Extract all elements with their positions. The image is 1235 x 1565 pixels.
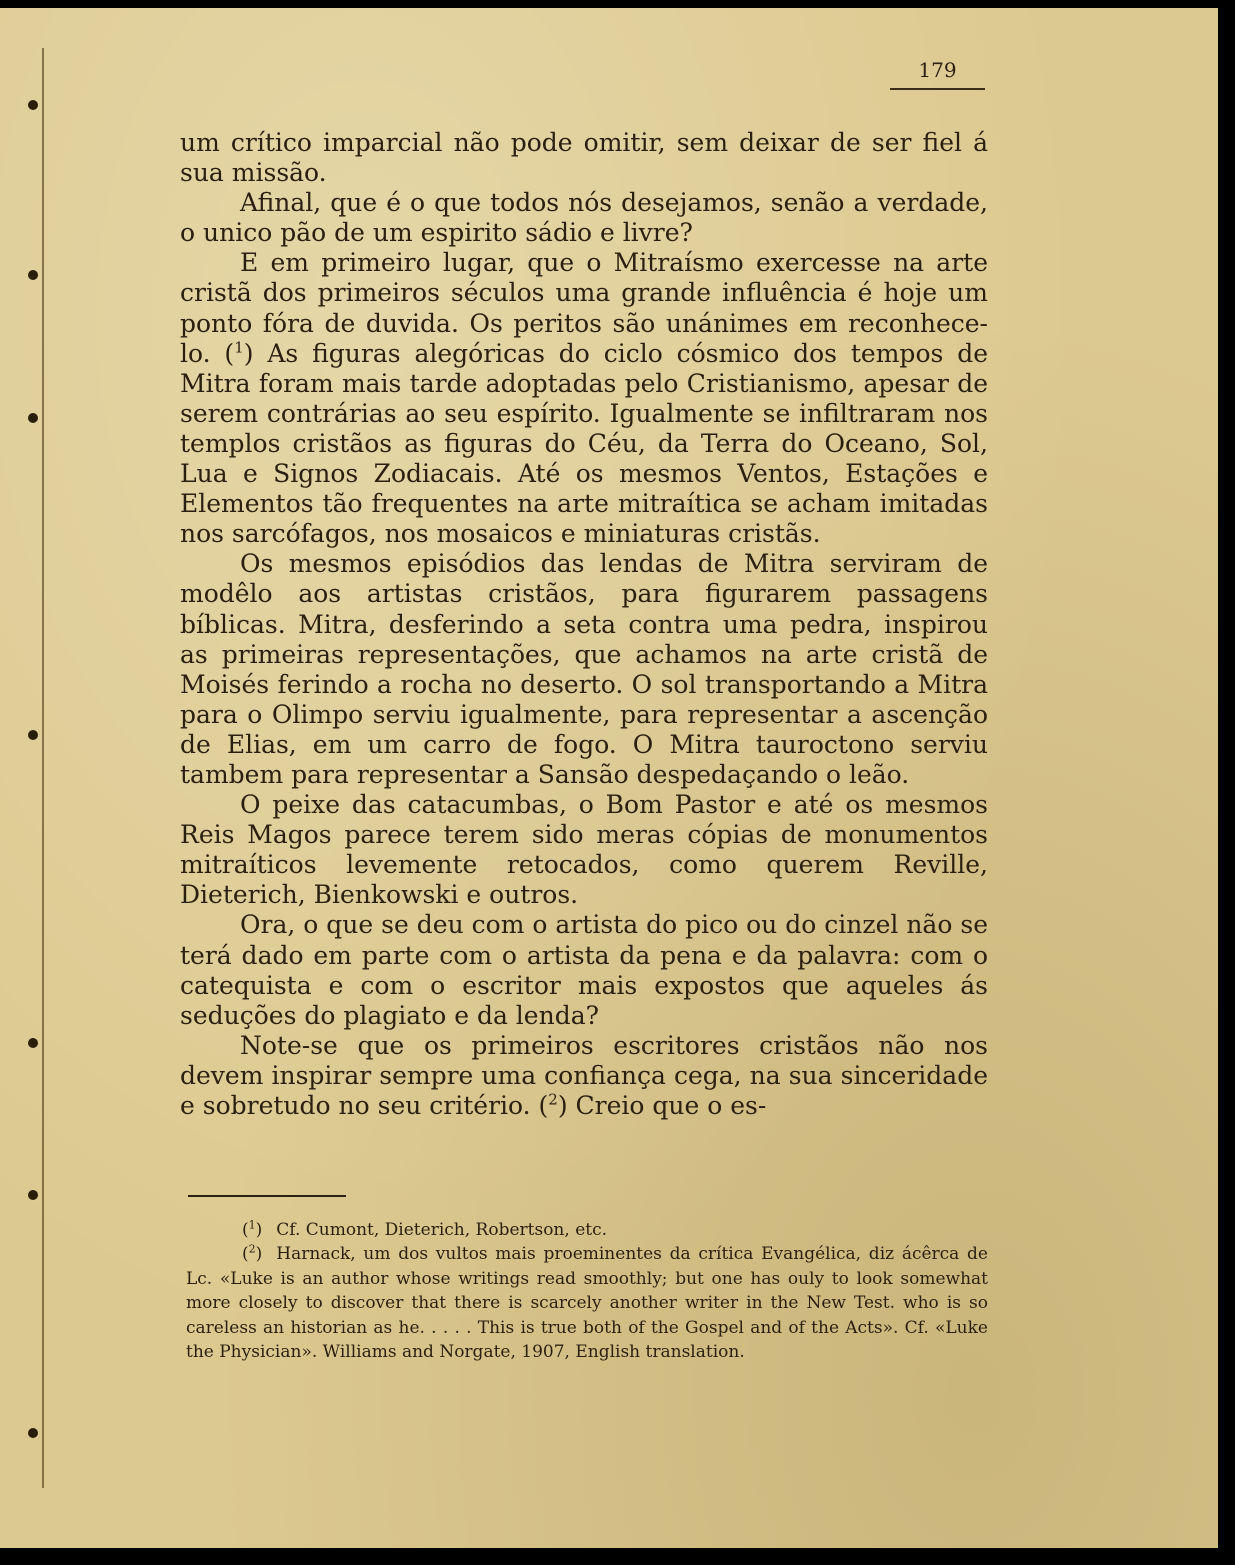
paragraph: [180, 128, 988, 188]
paragraph-text: Ora, o que se deu com o artista do pico ou do cinzel não se terá dado em parte com o artista da pena e da palavra: com o catequista e com o escritor mais expostos que aqueles ás seduções do plagiato e da lenda?: [180, 910, 988, 1030]
binding-stitch: [28, 730, 38, 740]
paragraph: [180, 1031, 988, 1121]
footnote-mark: ($^2$): [242, 1242, 263, 1265]
footnote: [186, 1242, 988, 1364]
footnote-reference: 2: [548, 1090, 558, 1109]
binding-stitch: [28, 270, 38, 280]
footnote: [186, 1218, 988, 1242]
page-number: 179: [890, 58, 985, 90]
footnote-number: 1: [248, 1218, 256, 1232]
paragraph: [180, 790, 988, 910]
paragraph-text: ) As figuras alegóricas do ciclo cósmico dos tempos de Mitra foram mais tarde adoptadas pelo Cristianismo, apesar de serem contrárias ao seu espírito. Igualmente se infiltraram nos templos cristãos as figuras do Céu, da Terra do Oceano, Sol, Lua e Signos Zodiacais. Até os mesmos Ventos, Estações e Elementos tão frequentes na arte mitraítica se acham imitadas nos sarcófagos, nos mosaicos e miniaturas cristãs.: [180, 338, 988, 549]
body-text: [180, 128, 988, 1121]
binding-stitch: [28, 1428, 38, 1438]
footnote-number: 2: [248, 1242, 256, 1256]
footnotes: [186, 1218, 988, 1364]
page-binding-edge: [42, 48, 60, 1488]
binding-stitch: [28, 100, 38, 110]
binding-stitch: [28, 1038, 38, 1048]
paragraph-text: Os mesmos episódios das lendas de Mitra serviram de modêlo aos artistas cristãos, para figurarem passagens bíblicas. Mitra, desferindo a seta contra uma pedra, inspirou as primeiras representações, que achamos na arte cristã de Moisés ferindo a rocha no deserto. O sol transportando a Mitra para o Olimpo serviu igualmente, para representar a ascenção de Elias, em um carro de fogo. O Mitra tauroctono serviu tambem para representar a Sansão despedaçando o leão.: [180, 549, 988, 789]
footnote-text: Harnack, um dos vultos mais proeminentes da crítica Evangélica, diz ácêrca de Lc. «Luke is an author whose writings read smoothly; but one has ouly to look somewhat more closely to discover that there is scarcely another writer in the New Test. who is so careless an historian as he. . . . . This is true both of the Gospel and of the Acts». Cf. «Luke the Physician». Williams and Norgate, 1907, English translation.: [186, 1244, 988, 1363]
paragraph-text: um crítico imparcial não pode omitir, sem deixar de ser fiel á sua missão.: [180, 128, 988, 188]
footnote-mark: ($^1$): [242, 1218, 263, 1240]
paragraph-text: Note-se que os primeiros escritores cristãos não nos devem inspirar sempre uma confiança cega, na sua sinceridade e sobretudo no seu critério. (: [180, 1030, 988, 1120]
paragraph-text: O peixe das catacumbas, o Bom Pastor e até os mesmos Reis Magos parece terem sido meras cópias de monumentos mitraíticos levemente retocados, como querem Reville, Dieterich, Bienkowski e outros.: [180, 790, 988, 910]
paragraph: [180, 248, 988, 549]
footnote-separator: [188, 1195, 346, 1197]
paragraph: [180, 188, 988, 248]
paragraph: [180, 910, 988, 1030]
binding-stitch: [28, 1190, 38, 1200]
paragraph-text: Afinal, que é o que todos nós desejamos, senão a verdade, o unico pão de um espirito sádio e livre?: [180, 188, 988, 248]
binding-stitch: [28, 413, 38, 423]
paragraph: [180, 549, 988, 790]
book-page: [0, 8, 1218, 1548]
footnote-reference: 1: [234, 338, 244, 357]
paragraph-text: E em primeiro lugar, que o Mitraísmo exercesse na arte cristã dos primeiros séculos uma grande influência é hoje um ponto fóra de duvida. Os peritos são unánimes em reconhece-lo. (: [180, 248, 988, 368]
paragraph-text: ) Creio que o es-: [557, 1091, 767, 1120]
footnote-text: Cf. Cumont, Dieterich, Robertson, etc.: [276, 1220, 608, 1240]
